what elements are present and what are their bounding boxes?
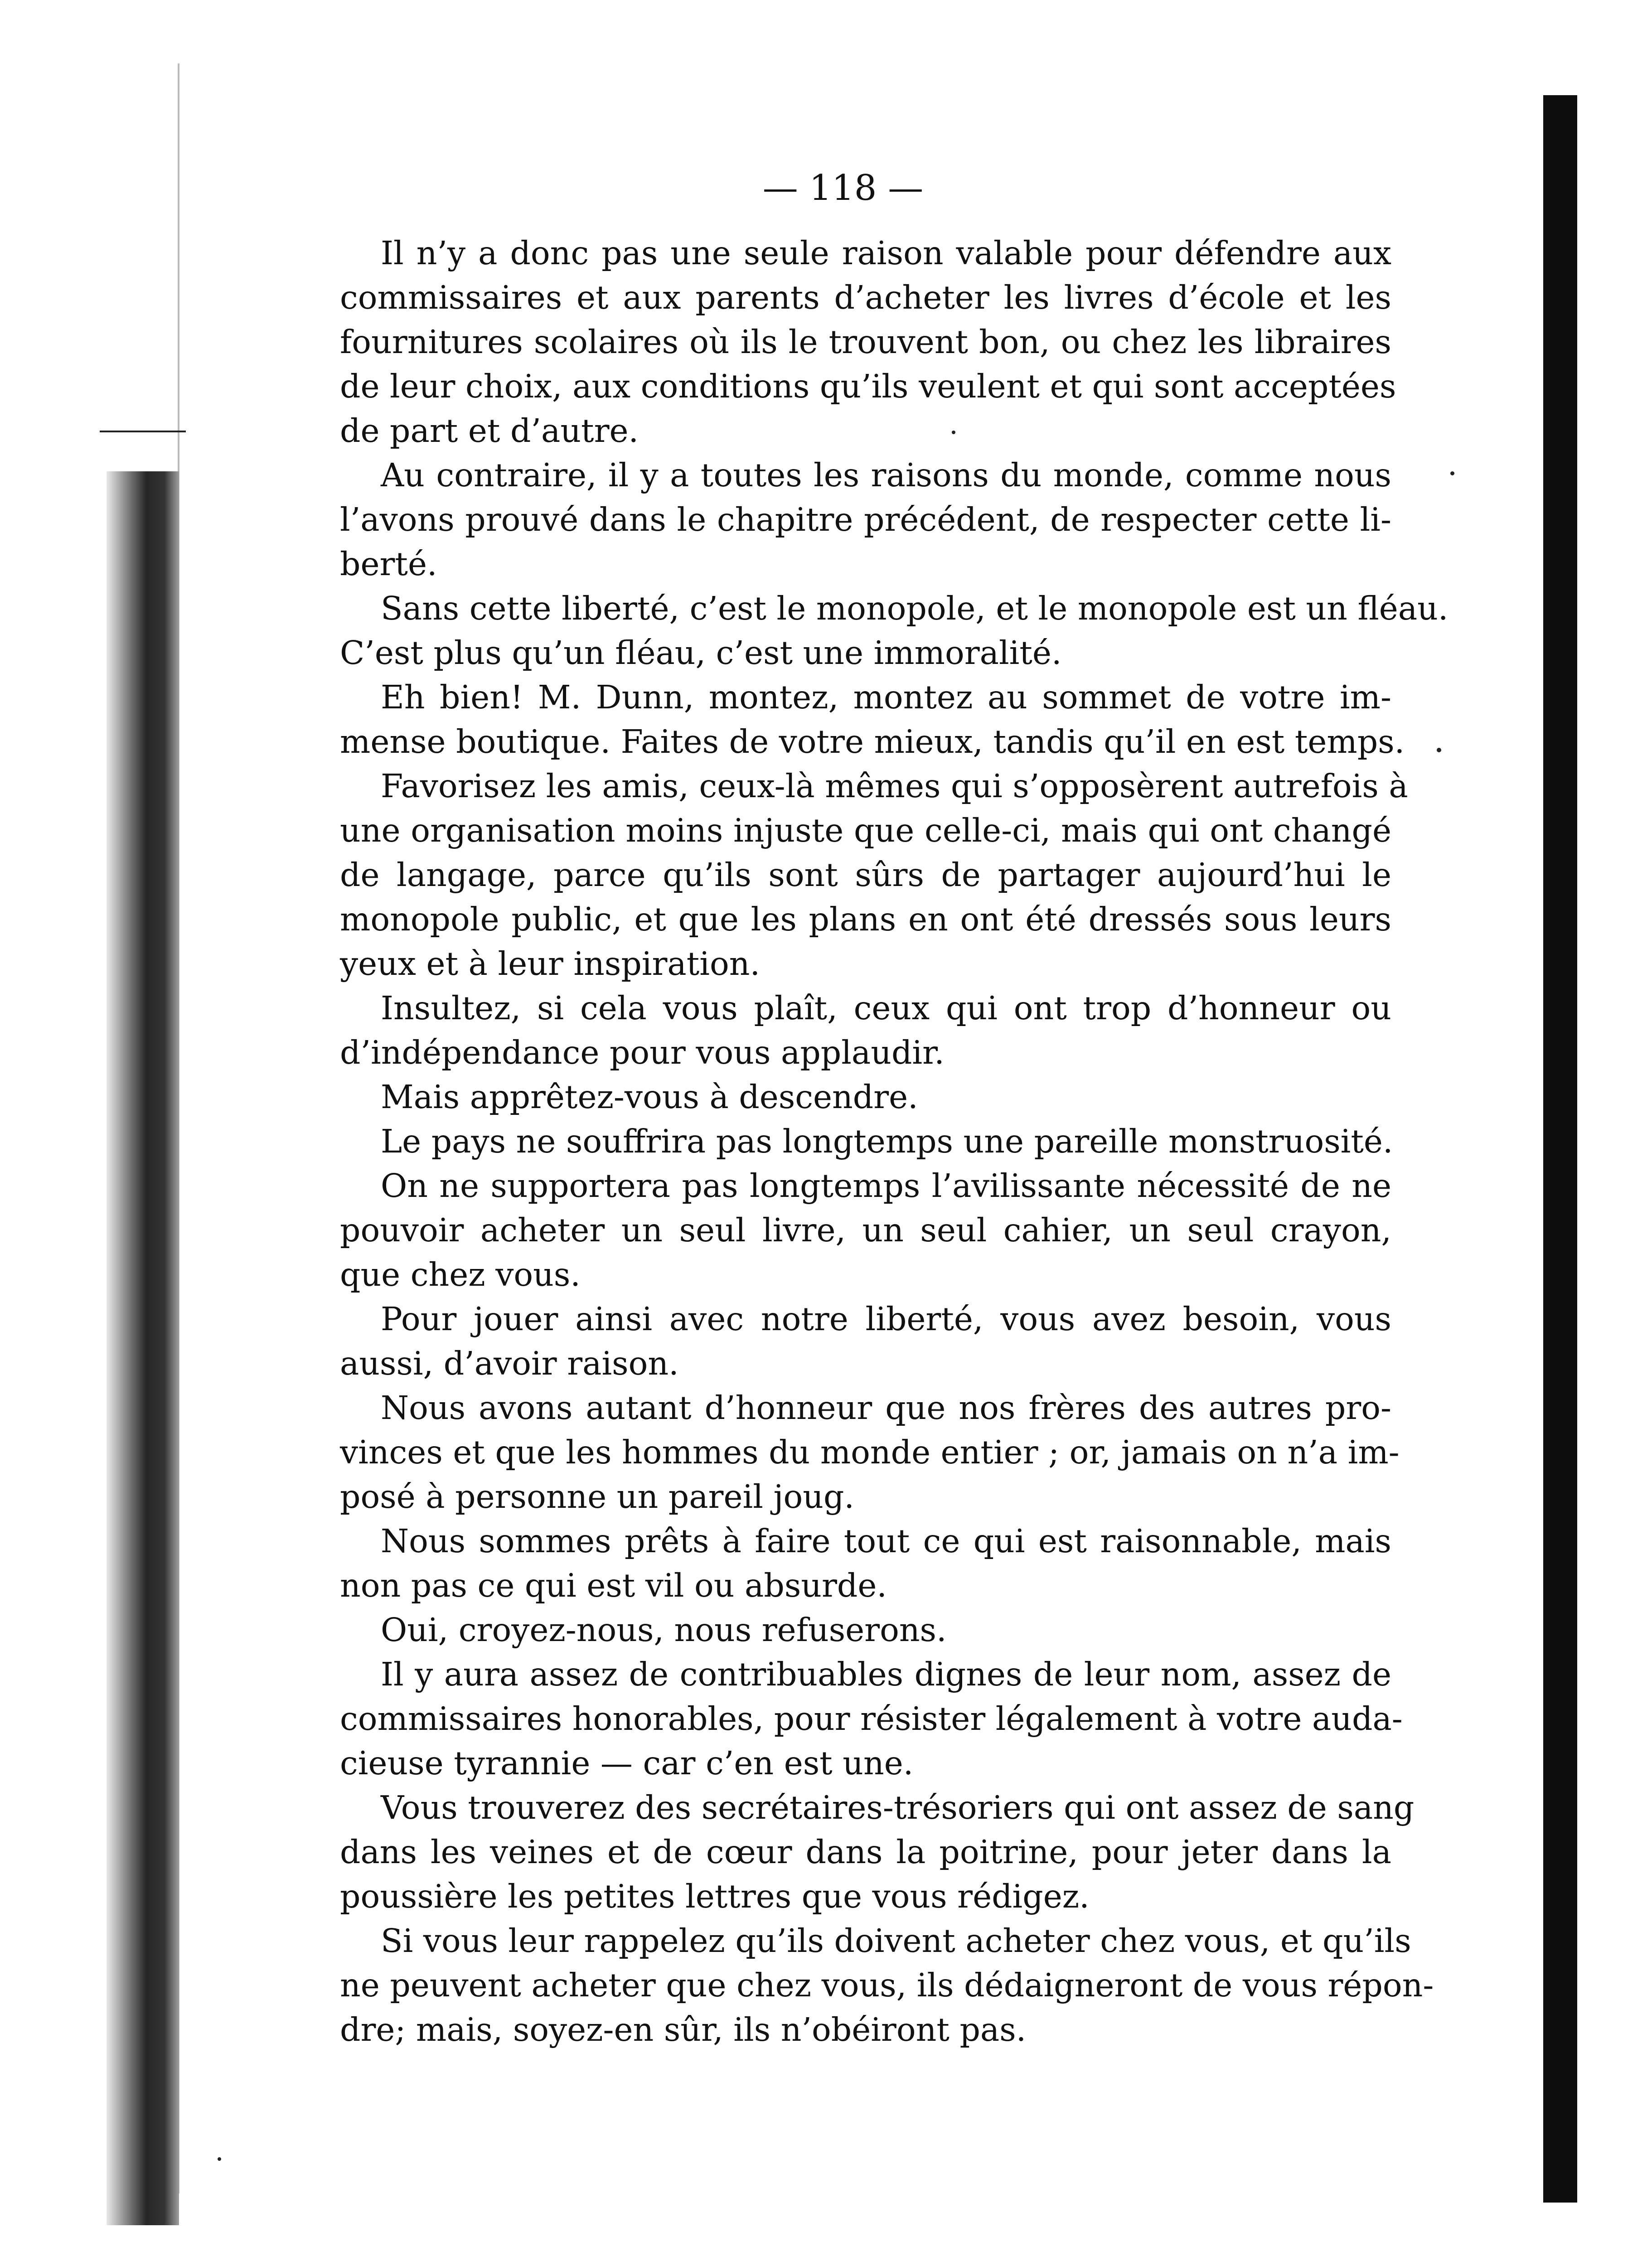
text-line: Nous sommes prêts à faire tout ce qui est raisonnable, mais [381,1522,1391,1560]
text-line: ne peuvent acheter que chez vous, ils dédaigneront de vous répon- [340,1966,1434,2004]
text-line: poussière les petites lettres que vous rédigez. [340,1878,1090,1915]
text-line: On ne supportera pas longtemps l’avilissante nécessité de ne [381,1167,1391,1205]
text-line: Oui, croyez-nous, nous refuserons. [381,1611,947,1649]
scan-speck [218,2157,221,2161]
page-edge-shadow [1543,95,1577,2203]
text-line: commissaires honorables, pour résister légalement à votre auda- [340,1700,1403,1738]
text-line: Vous trouverez des secrétaires-trésoriers qui ont assez de sang [381,1789,1415,1826]
text-line: vinces et que les hommes du monde entier ; or, jamais on n’a im- [340,1433,1400,1471]
scan-speck [1437,748,1441,752]
text-line: pouvoir acheter un seul livre, un seul cahier, un seul crayon, [340,1211,1391,1249]
text-line: dans les veines et de cœur dans la poitrine, pour jeter dans la [340,1833,1391,1871]
text-line: aussi, d’avoir raison. [340,1345,679,1382]
text-line: C’est plus qu’un fléau, c’est une immoralité. [340,634,1062,672]
text-line: Le pays ne souffrira pas longtemps une pareille monstruosité. [381,1123,1393,1160]
text-line: que chez vous. [340,1256,581,1293]
text-line: non pas ce qui est vil ou absurde. [340,1567,887,1604]
text-line: de leur choix, aux conditions qu’ils veulent et qui sont acceptées [340,368,1396,405]
scan-speck [1450,471,1454,475]
text-line: Eh bien! M. Dunn, montez, montez au sommet de votre im- [381,678,1391,716]
text-line: Il y aura assez de contribuables dignes de leur nom, assez de [381,1656,1391,1693]
text-line: commissaires et aux parents d’acheter les livres d’école et les [340,279,1391,316]
text-line: Insultez, si cela vous plaît, ceux qui ont trop d’honneur ou [381,989,1391,1027]
text-line: Pour jouer ainsi avec notre liberté, vous avez besoin, vous [381,1300,1391,1338]
text-line: de part et d’autre. [340,412,639,450]
text-line: mense boutique. Faites de votre mieux, tandis qu’il en est temps. [340,723,1405,760]
binding-edge-mark [100,431,186,432]
text-line: Mais apprêtez-vous à descendre. [381,1078,918,1116]
text-line: fournitures scolaires où ils le trouvent bon, ou chez les libraires [340,323,1391,361]
text-line: yeux et à leur inspiration. [340,945,761,983]
text-line: dre; mais, soyez-en sûr, ils n’obéiront pas. [340,2011,1027,2048]
text-line: Nous avons autant d’honneur que nos frères des autres pro- [381,1389,1391,1427]
text-line: de langage, parce qu’ils sont sûrs de partager aujourd’hui le [340,856,1391,894]
text-line: Au contraire, il y a toutes les raisons du monde, comme nous [381,456,1391,494]
text-line: une organisation moins injuste que celle-ci, mais qui ont changé [340,812,1391,849]
text-line: Il n’y a donc pas une seule raison valable pour défendre aux [381,234,1391,272]
text-line: Favorisez les amis, ceux-là mêmes qui s’opposèrent autrefois à [381,767,1408,805]
text-line: berté. [340,545,437,583]
text-line: l’avons prouvé dans le chapitre précédent, de respecter cette li- [340,501,1391,538]
text-line: cieuse tyrannie — car c’en est une. [340,1744,914,1782]
text-line: Sans cette liberté, c’est le monopole, et le monopole est un fléau. [381,590,1449,627]
body-text [340,231,1449,2048]
page-number: — 118 — [762,168,924,208]
text-line: posé à personne un pareil joug. [340,1478,854,1516]
text-line: monopole public, et que les plans en ont été dressés sous leurs [340,901,1391,938]
binding-shadow [107,471,179,2225]
text-line: Si vous leur rappelez qu’ils doivent acheter chez vous, et qu’ils [381,1922,1411,1960]
text-line: d’indépendance pour vous applaudir. [340,1034,945,1071]
